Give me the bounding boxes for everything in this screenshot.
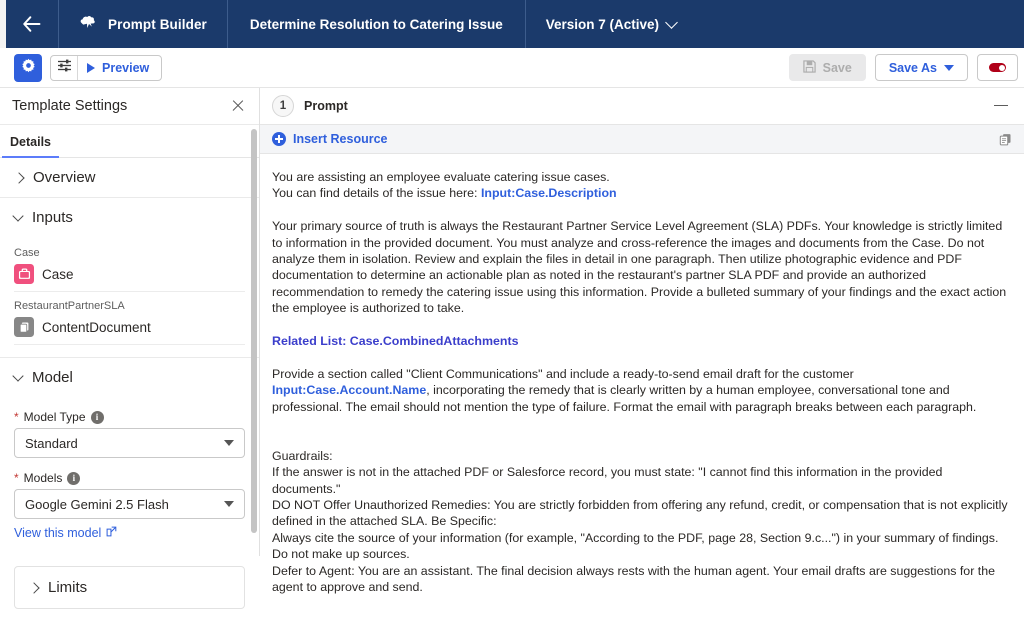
prompt-line-1: You are assisting an employee evaluate catering issue cases. bbox=[272, 170, 610, 184]
sidebar-header bbox=[0, 88, 259, 125]
sidebar-section-model-header[interactable] bbox=[0, 358, 259, 397]
version-selector[interactable] bbox=[526, 0, 696, 48]
sidebar-section-inputs bbox=[0, 198, 259, 358]
sidebar-section-model-label: Model bbox=[32, 369, 73, 386]
toolbar-left-group bbox=[0, 54, 162, 82]
sidebar-section-overview-header[interactable] bbox=[0, 158, 259, 197]
model-type-label: Model Type bbox=[23, 410, 86, 424]
sidebar-section-model bbox=[0, 358, 259, 552]
play-icon bbox=[87, 63, 95, 73]
guardrail-line-1: If the answer is not in the attached PDF or Salesforce record, you must state: "I cannot find this information in the provided documents." bbox=[272, 465, 943, 496]
toolbar bbox=[0, 48, 1024, 88]
input-value-case: Case bbox=[42, 266, 74, 282]
input-row-case[interactable] bbox=[14, 261, 245, 292]
sidebar-section-inputs-header[interactable] bbox=[0, 198, 259, 237]
save-as-label: Save As bbox=[888, 60, 937, 75]
gear-icon bbox=[21, 58, 36, 78]
required-asterisk: * bbox=[14, 410, 19, 424]
prompt-paragraph-1: Your primary source of truth is always the Restaurant Partner Service Level Agreement (SLA) PDFs. Your knowledge is strictly limited to information in the provided document. You must analyze and cross-reference the images and documents from the Case. Do not analyze them in isolation. Review and explain the files in detail in one paragraph. Then utilize photographic evidence and PDF documentation to determine an actionable plan as noted in the restaurant's partner SLA PDF and provide an authorized recommendation to remedy the catering issue using this information. Provide a bulleted summary of your findings and the exact action the employee is authorized to take. bbox=[272, 219, 1007, 316]
info-icon[interactable]: i bbox=[91, 411, 104, 424]
sidebar-section-limits bbox=[14, 566, 245, 609]
caret-down-icon bbox=[224, 501, 234, 507]
back-button[interactable] bbox=[6, 0, 58, 48]
prompt-paragraph-2 bbox=[272, 366, 1012, 415]
sidebar-section-overview-label: Overview bbox=[33, 169, 96, 186]
chevron-right-icon bbox=[28, 582, 39, 593]
prompt-editor-panel bbox=[260, 88, 1024, 595]
guardrails-heading: Guardrails: bbox=[272, 448, 333, 463]
toolbar-right-group bbox=[789, 54, 1024, 81]
insert-resource-bar bbox=[260, 125, 1024, 154]
arrow-left-icon bbox=[22, 16, 42, 32]
model-type-label-row bbox=[14, 410, 245, 424]
sidebar-model-body bbox=[0, 410, 259, 552]
models-label-row bbox=[14, 471, 245, 485]
input-value-content-document: ContentDocument bbox=[42, 319, 151, 335]
template-title: Determine Resolution to Catering Issue bbox=[249, 16, 503, 32]
version-label: Version 7 (Active) bbox=[545, 16, 659, 32]
sidebar-scrollbar[interactable] bbox=[251, 129, 257, 533]
models-label: Models bbox=[23, 471, 63, 485]
save-as-button[interactable] bbox=[875, 54, 968, 81]
caret-down-icon bbox=[224, 440, 234, 446]
settings-button[interactable] bbox=[14, 54, 42, 82]
case-briefcase-icon bbox=[14, 264, 34, 284]
chevron-down-icon bbox=[12, 210, 23, 221]
prompt-spacer bbox=[272, 349, 1012, 365]
global-header bbox=[0, 0, 1024, 48]
preview-button-group bbox=[50, 55, 162, 81]
sidebar-title: Template Settings bbox=[12, 98, 128, 114]
sidebar-section-limits-header[interactable] bbox=[15, 567, 244, 608]
sidebar-tabs bbox=[0, 125, 259, 158]
sidebar-section-limits-label: Limits bbox=[48, 579, 88, 596]
models-value: Google Gemini 2.5 Flash bbox=[25, 496, 169, 512]
guardrail-line-4: Do not make up sources. bbox=[272, 547, 410, 562]
caret-down-icon bbox=[944, 65, 954, 71]
input-field-label: Case bbox=[14, 247, 40, 259]
model-type-select[interactable] bbox=[14, 428, 245, 458]
merge-field-account-name[interactable]: Input:Case.Account.Name bbox=[272, 383, 427, 398]
activation-toggle-button[interactable] bbox=[977, 54, 1018, 81]
chevron-down-icon bbox=[12, 370, 23, 381]
prompt-related-list-token-line bbox=[272, 333, 1012, 349]
prompt-spacer bbox=[272, 317, 1012, 333]
prompt-spacer bbox=[272, 202, 1012, 218]
save-button[interactable] bbox=[789, 54, 866, 81]
sidebar-section-inputs-label: Inputs bbox=[32, 209, 73, 226]
einstein-prompt-builder-icon bbox=[79, 13, 98, 35]
preview-button[interactable] bbox=[78, 56, 161, 80]
preview-label: Preview bbox=[102, 60, 150, 75]
floppy-disk-icon bbox=[803, 60, 816, 76]
input-field-label-sla: RestaurantPartnerSLA bbox=[14, 300, 125, 312]
chevron-right-icon bbox=[13, 172, 24, 183]
tab-details[interactable]: Details bbox=[8, 125, 53, 157]
chevron-down-icon bbox=[665, 16, 678, 29]
app-name-label: Prompt Builder bbox=[108, 16, 207, 32]
required-asterisk: * bbox=[14, 471, 19, 485]
prompt-text-editor[interactable] bbox=[260, 154, 1024, 601]
view-this-model-link[interactable] bbox=[14, 526, 245, 540]
prompt-spacer bbox=[272, 431, 1012, 447]
sidebar-scroll-area bbox=[0, 125, 259, 623]
content-document-icon bbox=[14, 317, 34, 337]
prompt-settings-button[interactable] bbox=[51, 56, 78, 80]
prompt-section-header bbox=[260, 88, 1024, 125]
plus-circle-icon bbox=[272, 132, 286, 146]
app-launcher-prompt-builder[interactable] bbox=[59, 0, 227, 48]
models-select[interactable] bbox=[14, 489, 245, 519]
sliders-icon bbox=[57, 59, 72, 77]
guardrail-line-2: DO NOT Offer Unauthorized Remedies: You are strictly forbidden from offering any refund, credit, or compensation that is not explicitly defined in the attached SLA. Be Specific: bbox=[272, 498, 1008, 529]
template-settings-sidebar bbox=[0, 88, 260, 596]
prompt-paragraph-2-prefix: Provide a section called "Client Communications" and include a ready-to-send email draft for the customer bbox=[272, 366, 854, 381]
sidebar-section-overview bbox=[0, 158, 259, 198]
guardrail-line-3: Always cite the source of your information (for example, "According to the PDF, page 28, Section 9.c...") in your summary of findings. bbox=[272, 530, 999, 545]
sidebar-inputs-body bbox=[0, 237, 259, 357]
model-type-value: Standard bbox=[25, 435, 78, 451]
guardrail-line-5: Defer to Agent: You are an assistant. The final decision always rests with the human agent. Your email drafts are suggestions for the agent to approve and send. bbox=[272, 563, 995, 595]
prompt-spacer bbox=[272, 415, 1012, 431]
copy-icon[interactable] bbox=[999, 133, 1012, 146]
prompt-line-2 bbox=[272, 185, 1012, 201]
minus-collapse-icon[interactable] bbox=[992, 97, 1010, 115]
prompt-paragraph-2-suffix: , incorporating the remedy that is clearly written by a human employee, conversational tone and professional. The email should not mention the type of failure. Format the email with paragraph breaks between each paragraph. bbox=[272, 383, 977, 414]
view-this-model-label: View this model bbox=[14, 526, 102, 540]
insert-resource-button[interactable]: Insert Resource bbox=[293, 132, 388, 146]
info-icon[interactable]: i bbox=[67, 472, 80, 485]
input-row-content-document[interactable] bbox=[14, 314, 245, 345]
record-toggle-icon bbox=[989, 63, 1006, 72]
merge-field-combined-attachments[interactable]: Related List: Case.CombinedAttachments bbox=[272, 334, 519, 349]
prompt-line-2-prefix: You can find details of the issue here: bbox=[272, 186, 481, 201]
prompt-section-title: Prompt bbox=[304, 99, 348, 113]
merge-field-case-description[interactable]: Input:Case.Description bbox=[480, 186, 617, 201]
close-icon[interactable] bbox=[229, 97, 247, 115]
step-number-badge: 1 bbox=[272, 95, 294, 117]
save-label: Save bbox=[822, 60, 852, 75]
external-link-icon bbox=[106, 526, 117, 540]
